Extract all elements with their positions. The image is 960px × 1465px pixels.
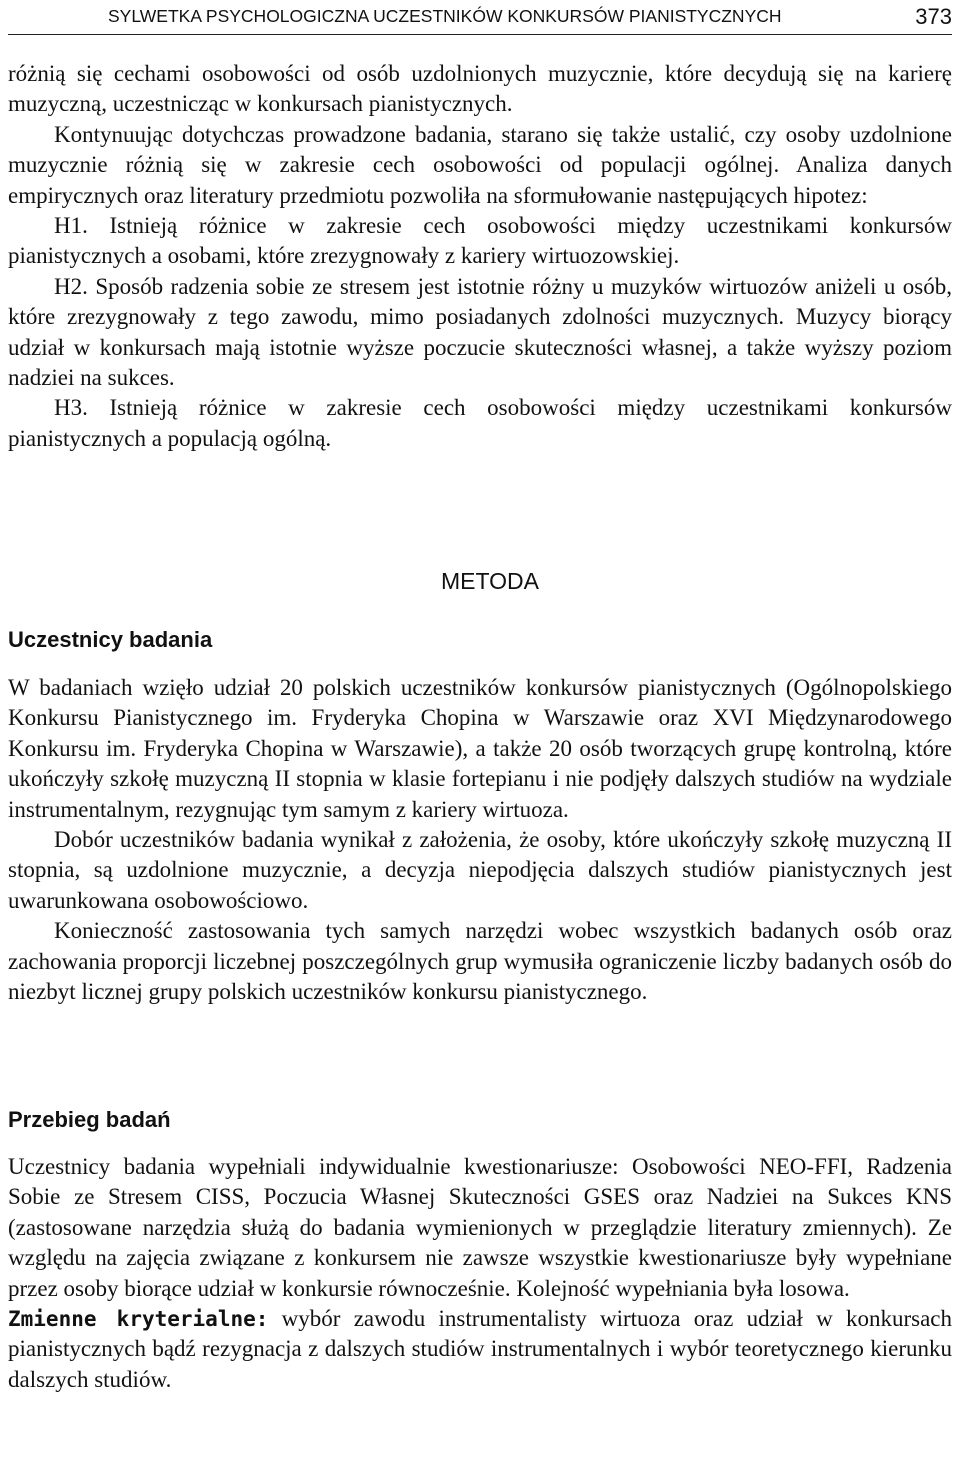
intro-text bbox=[8, 59, 952, 454]
hypothesis-h2: H2. Sposób radzenia sobie ze stresem jest istotnie różny u muzyków wirtuozów aniżeli u osób, które zrezygnowały z tego zawodu, mimo posiadanych zdolności muzycznych. Muzycy biorący udział w konkursach mają istotnie wyższe poczucie skuteczności własnej, a także wyższy poziom nadziei na sukces. bbox=[8, 273, 952, 391]
participants-paragraph-1: W badaniach wzięło udział 20 polskich uczestników konkursów pianistycznych (Ogólnopolskiego Konkursu Pianistycznego im. Fryderyka Chopina w Warszawie oraz XVI Międzynarodowego Konkursu im. Fryderyka Chopina w Warszawie), a także 20 osób tworzących grupę kontrolną, które ukończyły szkołę muzyczną II stopnia w klasie fortepianu i nie podjęły dalszych studiów na wydziale instrumentalnym, rezygnując tym samym z kariery wirtuoza. bbox=[8, 675, 952, 822]
subsection-heading-participants: Uczestnicy badania bbox=[8, 627, 213, 652]
hypothesis-h1: H1. Istnieją różnice w zakresie cech osobowości między uczestnikami konkursów pianistycznych a osobami, które zrezygnowały z kariery wirtuozowskiej. bbox=[8, 213, 952, 269]
criterion-variables-label: Zmienne kryterialne: bbox=[8, 1307, 269, 1332]
running-header-title: SYLWETKA PSYCHOLOGICZNA UCZESTNIKÓW KONKURSÓW PIANISTYCZNYCH bbox=[108, 6, 782, 26]
document-page bbox=[8, 0, 952, 1465]
participants-text bbox=[8, 673, 952, 1007]
participants-paragraph-2: Dobór uczestników badania wynikał z założenia, że osoby, które ukończyły szkołę muzyczną II stopnia, są uzdolnione muzycznie, a decyzja niepodjęcia dalszych studiów pianistycznych jest uwarunkowana osobowościowo. bbox=[8, 827, 952, 913]
procedure-paragraph-1: Uczestnicy badania wypełniali indywidualnie kwestionariusze: Osobowości NEO-FFI, Radzenia Sobie ze Stresem CISS, Poczucia Własnej Skuteczności GSES oraz Nadziei na Sukces KNS (zastosowane narzędzia służą do badania wymienionych w przeglądzie literatury zmiennych). Ze względu na zajęcia związane z konkursem nie zawsze wszystkie kwestionariusze były wypełniane przez osoby biorące udział w konkursie równocześnie. Kolejność wypełniania była losowa. bbox=[8, 1154, 952, 1301]
intro-paragraph-hypotheses-lead: Kontynuując dotychczas prowadzone badania, starano się także ustalić, czy osoby uzdolnione muzycznie różnią się w zakresie cech osobowości od populacji ogólnej. Analiza danych empirycznych oraz literatury przedmiotu pozwoliła na sformułowanie następujących hipotez: bbox=[8, 121, 952, 208]
running-header bbox=[8, 0, 952, 35]
section-title-method: METODA bbox=[441, 568, 539, 594]
criterion-variables-text: wybór zawodu instrumentalisty wirtuoza oraz udział w konkursach pianistycznych bądź rezygnacja z dalszych studiów instrumentalnych i wybór teoretycznego kierunku dalszych studiów. bbox=[8, 1306, 952, 1392]
page-number: 373 bbox=[915, 4, 952, 29]
procedure-text bbox=[8, 1152, 952, 1395]
hypothesis-h3: H3. Istnieją różnice w zakresie cech osobowości między uczestnikami konkursów pianistycznych a populacją ogólną. bbox=[8, 395, 952, 451]
intro-paragraph-continued: różnią się cechami osobowości od osób uzdolnionych muzycznie, które decydują się na karierę muzyczną, uczestnicząc w konkursach pianistycznych. bbox=[8, 61, 952, 117]
criterion-variables-paragraph bbox=[8, 1304, 952, 1395]
subsection-heading-procedure: Przebieg badań bbox=[8, 1107, 171, 1132]
participants-paragraph-3: Konieczność zastosowania tych samych narzędzi wobec wszystkich badanych osób oraz zachowania proporcji liczebnej poszczególnych grup wymusiła ograniczenie liczby badanych osób do niezbyt licznej grupy polskich uczestników konkursu pianistycznego. bbox=[8, 918, 952, 1005]
